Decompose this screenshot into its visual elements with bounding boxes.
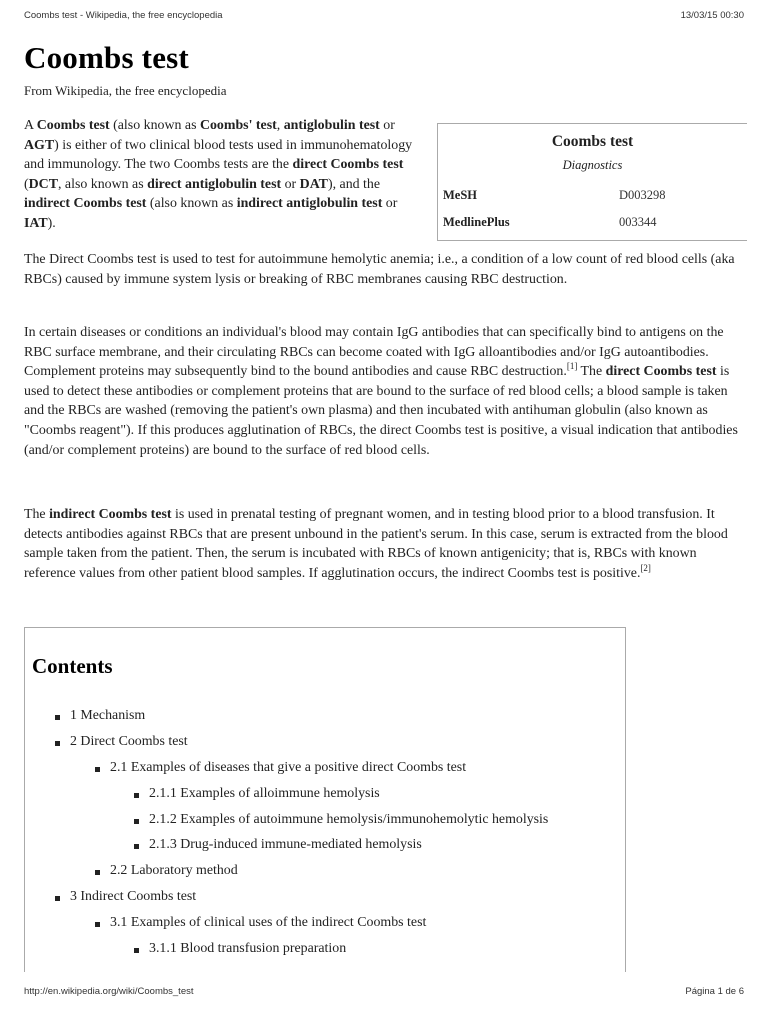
toc-title: Contents [32,654,113,678]
infobox-subtitle: Diagnostics [562,158,623,172]
infobox-row-medlineplus [443,215,747,230]
toc-item[interactable]: 3 Indirect Coombs test [70,889,197,904]
paragraph-direct-detail: In certain diseases or conditions an individual's blood may contain IgG antibodies that can specifically bind to antigens on the RBC surface membrane, and their circulating RBCs can become coated with IgG alloantibodies and/or IgG autoantibodies. Complement proteins may subsequently bind to the bound antibodies and cause RBC destruction.[1] The direct Coombs test is used to detect these antibodies or complement proteins that are bound to the surface of red blood cells; a blood sample is taken and the RBCs are washed (removing the patient's own plasma) and then incubated with antihuman globulin (also known as "Coombs reagent"). If this produces agglutination of RBCs, the direct Coombs test is positive, a visual indication that antibodies (and/or complement proteins) are bound to the surface of red blood cells. [24,325,738,458]
term-indirect-coombs-test: indirect Coombs test [49,507,172,522]
paragraph-direct-overview: The Direct Coombs test is used to test for autoimmune hemolytic anemia; i.e., a condition of a low count of red blood cells (aka RBCs) caused by immune system lysis or breaking of RBC membranes causing RBC destruction. [24,252,735,287]
infobox-link-mesh[interactable]: D003298 [619,188,666,202]
print-header-datetime: 13/03/15 00:30 [680,10,744,21]
print-footer [24,986,744,997]
term-indirect-coombs-test: indirect Coombs test [24,196,147,212]
print-header-title: Coombs test - Wikipedia, the free encyclopedia [24,10,223,21]
toc-item[interactable]: 3.1.1 Blood transfusion preparation [149,941,347,956]
toc-item[interactable]: 2.1.1 Examples of alloimmune hemolysis [149,786,380,801]
term-indirect-antiglobulin-test: indirect antiglobulin test [236,196,383,212]
page-title: Coombs test [24,40,189,75]
term-direct-coombs-test: direct Coombs test [292,157,404,173]
term-antiglobulin-test: antiglobulin test [283,118,380,133]
toc-item[interactable]: 2.1.2 Examples of autoimmune hemolysis/immunohemolytic hemolysis [149,812,549,827]
table-of-contents [24,627,626,972]
term-direct-antiglobulin-test: direct antiglobulin test [147,176,282,192]
toc-item[interactable]: 3.1 Examples of clinical uses of the indirect Coombs test [110,915,427,930]
paragraph-indirect: The indirect Coombs test is used in prenatal testing of pregnant women, and in testing blood prior to a blood transfusion. It detects antibodies against RBCs that are present unbound in the patient's serum. In this case, serum is extracted from the blood sample taken from the patient. Then, the serum is incubated with RBCs of known antigenicity; that is, RBCs with known reference values from other patient blood samples. If agglutination occurs, the indirect Coombs test is positive.[2] [24,507,728,581]
infobox-link-medlineplus[interactable]: 003344 [619,215,657,229]
toc-item[interactable]: 2.2 Laboratory method [110,863,238,878]
infobox-label: MeSH [443,188,478,202]
reference-link-1[interactable]: [1] [566,361,578,372]
term-coombs-test: Coombs test [36,118,110,133]
toc-item[interactable]: 1 Mechanism [70,708,146,723]
print-footer-page-number: Página 1 de 6 [685,986,744,997]
toc-item[interactable]: 2 Direct Coombs test [70,734,188,749]
intro-paragraph: A Coombs test (also known as Coombs' test, antiglobulin test or AGT) is either of two clinical blood tests used in immunohematology and immunology. The two Coombs tests are the direct Coombs test (DCT, also known as direct antiglobulin test or DAT), and the indirect Coombs test (also known as indirect antiglobulin test or IAT). [24,118,413,231]
print-footer-url: http://en.wikipedia.org/wiki/Coombs_test [24,986,194,997]
toc-item[interactable]: 2.1.3 Drug-induced immune-mediated hemolysis [149,837,422,852]
reference-link-2[interactable]: [2] [640,562,651,573]
term-direct-coombs-test: direct Coombs test [605,364,717,380]
infobox [437,123,747,241]
term-dat: DAT [299,176,328,192]
toc-item[interactable]: 2.1 Examples of diseases that give a positive direct Coombs test [110,760,467,775]
infobox-label: MedlinePlus [443,215,510,229]
term-dct: DCT [28,176,58,192]
page-tagline: From Wikipedia, the free encyclopedia [24,83,227,98]
infobox-title: Coombs test [551,133,634,150]
term-agt: AGT [24,137,55,153]
infobox-row-mesh [443,188,747,203]
term-coombs-test-alt: Coombs' test [199,118,277,133]
print-header [24,10,744,21]
term-iat: IAT [24,215,48,231]
